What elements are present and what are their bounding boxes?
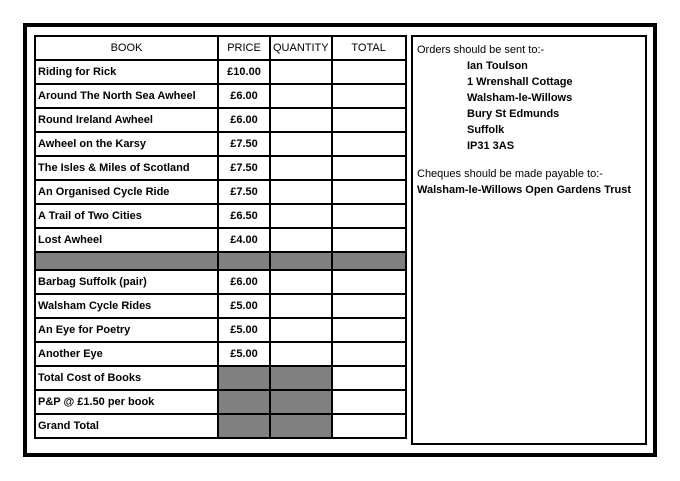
orders-heading: Orders should be sent to:-	[417, 44, 545, 56]
order-table	[34, 35, 407, 439]
address-line: Bury St Edmunds	[467, 108, 560, 120]
total-cell[interactable]	[332, 84, 406, 108]
total-cell[interactable]	[332, 108, 406, 132]
book-price: £6.50	[218, 204, 270, 228]
total-cell[interactable]	[332, 132, 406, 156]
header-book: BOOK	[35, 36, 218, 60]
pp-label: P&P @ £1.50 per book	[35, 390, 218, 414]
table-row	[35, 228, 406, 252]
quantity-cell[interactable]	[270, 132, 332, 156]
total-cost-label: Total Cost of Books	[35, 366, 218, 390]
quantity-cell[interactable]	[270, 204, 332, 228]
header-price: PRICE	[218, 36, 270, 60]
table-row	[35, 60, 406, 84]
table-row	[35, 108, 406, 132]
total-cell[interactable]	[332, 204, 406, 228]
header-row	[35, 36, 406, 60]
total-cell[interactable]	[332, 318, 406, 342]
total-cell[interactable]	[332, 156, 406, 180]
address-line: Suffolk	[467, 124, 505, 136]
order-info-box	[411, 35, 647, 445]
cheques-heading: Cheques should be made payable to:-	[417, 168, 603, 180]
table-row	[35, 294, 406, 318]
header-quantity: QUANTITY	[270, 36, 332, 60]
quantity-cell[interactable]	[270, 156, 332, 180]
table-row	[35, 342, 406, 366]
book-title: Another Eye	[35, 342, 218, 366]
book-price: £10.00	[218, 60, 270, 84]
quantity-cell[interactable]	[270, 318, 332, 342]
grand-total-cell[interactable]	[332, 414, 406, 438]
book-price: £4.00	[218, 228, 270, 252]
book-price: £7.50	[218, 132, 270, 156]
book-title: An Organised Cycle Ride	[35, 180, 218, 204]
table-row	[35, 156, 406, 180]
book-price: £6.00	[218, 84, 270, 108]
table-row	[35, 132, 406, 156]
pp-row	[35, 390, 406, 414]
total-cell[interactable]	[332, 294, 406, 318]
address-line: Ian Toulson	[467, 60, 528, 72]
grand-total-row	[35, 414, 406, 438]
header-total: TOTAL	[332, 36, 406, 60]
book-price: £7.50	[218, 156, 270, 180]
book-title: The Isles & Miles of Scotland	[35, 156, 218, 180]
book-price: £5.00	[218, 294, 270, 318]
book-title: An Eye for Poetry	[35, 318, 218, 342]
book-price: £5.00	[218, 318, 270, 342]
table-row	[35, 204, 406, 228]
book-title: A Trail of Two Cities	[35, 204, 218, 228]
quantity-cell[interactable]	[270, 84, 332, 108]
separator-row	[35, 252, 406, 270]
total-cost-cell[interactable]	[332, 366, 406, 390]
table-row	[35, 318, 406, 342]
book-title: Walsham Cycle Rides	[35, 294, 218, 318]
grand-total-label: Grand Total	[35, 414, 218, 438]
quantity-cell[interactable]	[270, 180, 332, 204]
book-price: £6.00	[218, 108, 270, 132]
total-cell[interactable]	[332, 270, 406, 294]
quantity-cell[interactable]	[270, 108, 332, 132]
total-cell[interactable]	[332, 228, 406, 252]
book-price: £5.00	[218, 342, 270, 366]
total-cell[interactable]	[332, 342, 406, 366]
table-row	[35, 180, 406, 204]
quantity-cell[interactable]	[270, 228, 332, 252]
address-line: IP31 3AS	[467, 140, 515, 152]
quantity-cell[interactable]	[270, 342, 332, 366]
book-title: Lost Awheel	[35, 228, 218, 252]
book-title: Riding for Rick	[35, 60, 218, 84]
book-price: £7.50	[218, 180, 270, 204]
total-cell[interactable]	[332, 60, 406, 84]
total-cost-row	[35, 366, 406, 390]
address-line: Walsham-le-Willows	[467, 92, 573, 104]
book-title: Awheel on the Karsy	[35, 132, 218, 156]
payee-name: Walsham-le-Willows Open Gardens Trust	[417, 184, 632, 196]
pp-cell[interactable]	[332, 390, 406, 414]
address-line: 1 Wrenshall Cottage	[467, 76, 573, 88]
book-title: Around The North Sea Awheel	[35, 84, 218, 108]
table-row	[35, 270, 406, 294]
total-cell[interactable]	[332, 180, 406, 204]
quantity-cell[interactable]	[270, 60, 332, 84]
table-row	[35, 84, 406, 108]
book-title: Round Ireland Awheel	[35, 108, 218, 132]
quantity-cell[interactable]	[270, 294, 332, 318]
book-price: £6.00	[218, 270, 270, 294]
quantity-cell[interactable]	[270, 270, 332, 294]
book-title: Barbag Suffolk (pair)	[35, 270, 218, 294]
